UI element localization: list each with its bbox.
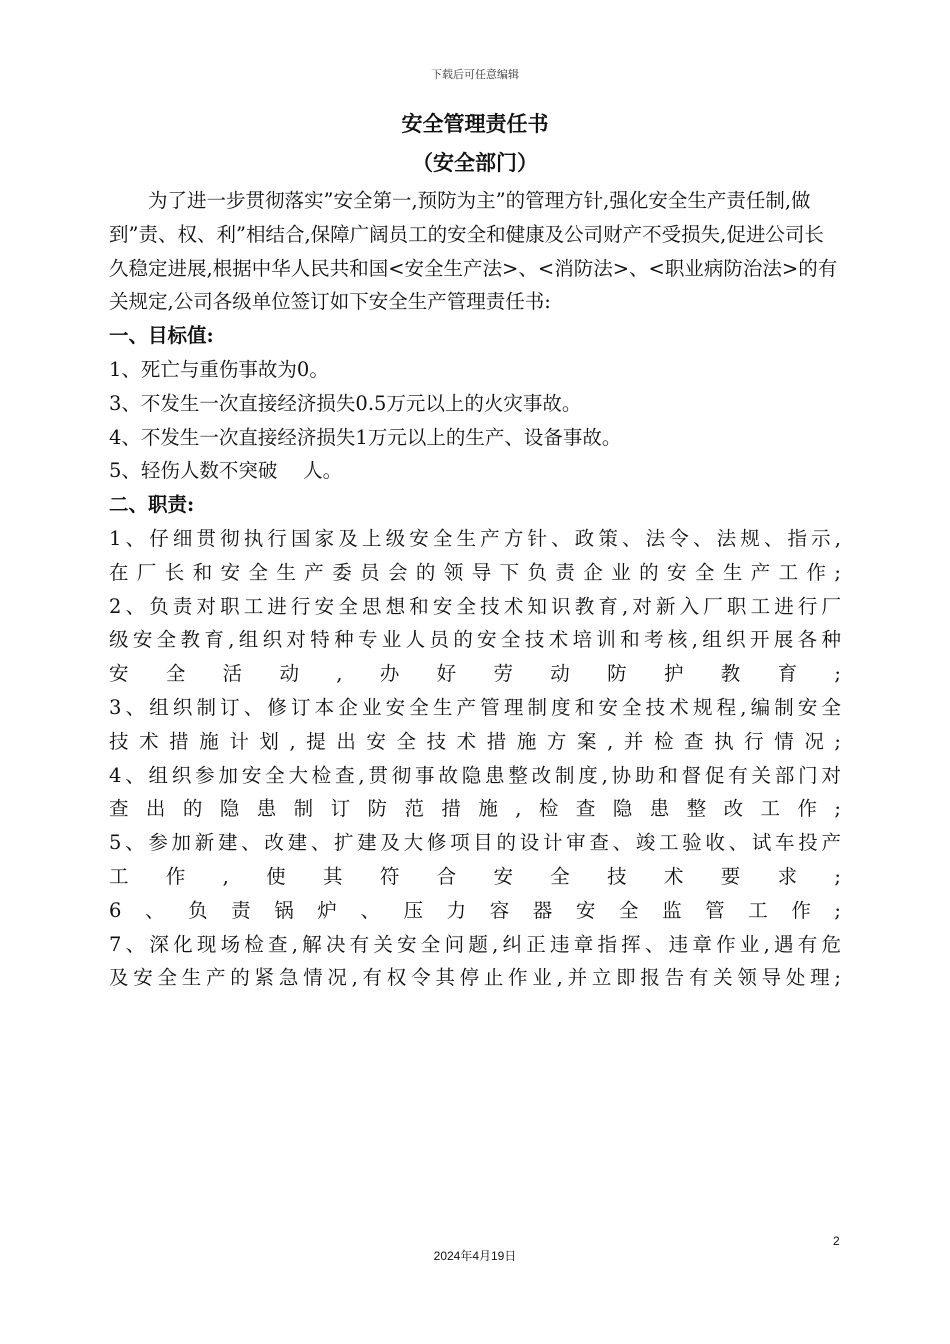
duty-line: 3、组织制订、修订本企业安全生产管理制度和安全技术规程,编制安全 [109, 695, 841, 719]
duty-line: 安全活动,办好劳动防护教育; [109, 662, 841, 686]
goal-item: 4、不发生一次直接经济损失1万元以上的生产、设备事故。 [109, 425, 622, 449]
duty-line: 6、负责锅炉、压力容器安全监管工作; [109, 898, 841, 922]
duty-line: 工作,使其符合安全技术要求; [109, 864, 841, 888]
duty-line: 查出的隐患制订防范措施,检查隐患整改工作; [109, 797, 841, 821]
duty-line: 5、参加新建、改建、扩建及大修项目的设计审查、竣工验收、试车投产 [109, 831, 841, 855]
section2-heading: 二、职责: [109, 493, 195, 517]
duty-line: 1、仔细贯彻执行国家及上级安全生产方针、政策、法令、法规、指示, [109, 526, 841, 550]
footer-date: 2024年4月19日 [433, 1249, 517, 1263]
document-body [109, 184, 841, 995]
goal-item: 5、轻伤人数不突破 人。 [109, 459, 343, 483]
page-number: 2 [833, 1234, 840, 1248]
duty-line: 在厂长和安全生产委员会的领导下负责企业的安全生产工作; [109, 560, 841, 584]
document-subtitle: （安全部门） [412, 150, 538, 175]
document-title: 安全管理责任书 [401, 111, 549, 136]
duty-line: 7、深化现场检查,解决有关安全问题,纠正违章指挥、违章作业,遇有危 [109, 932, 841, 956]
section1-heading: 一、目标值: [109, 324, 214, 348]
duty-line: 4、组织参加安全大检查,贯彻事故隐患整改制度,协助和督促有关部门对 [109, 763, 841, 787]
duty-line: 2、负责对职工进行安全思想和安全技术知识教育,对新入厂职工进行厂 [109, 594, 841, 618]
duty-line: 级安全教育,组织对特种专业人员的安全技术培训和考核,组织开展各种 [109, 628, 841, 652]
duty-line: 及安全生产的紧急情况,有权令其停止作业,并立即报告有关领导处理; [109, 966, 841, 990]
goal-item: 1、死亡与重伤事故为0。 [109, 357, 329, 381]
goal-item: 3、不发生一次直接经济损失0.5万元以上的火灾事故。 [109, 391, 582, 415]
intro-paragraph: 为了进一步贯彻落实”安全第一,预防为主”的管理方针,强化安全生产责任制,做到”责、权、利”相结合,保障广阔员工的安全和健康及公司财产不受损失,促进公司长久稳定进展,根据中华人民共和国<安全生产法>、<消防法>、<职业病防治法>的有关规定,公司各级单位签订如下安全生产管理责任书: [109, 189, 838, 314]
duty-line: 技术措施计划,提出安全技术措施方案,并检查执行情况; [109, 729, 841, 753]
header-note: 下载后可任意编辑 [431, 68, 519, 81]
